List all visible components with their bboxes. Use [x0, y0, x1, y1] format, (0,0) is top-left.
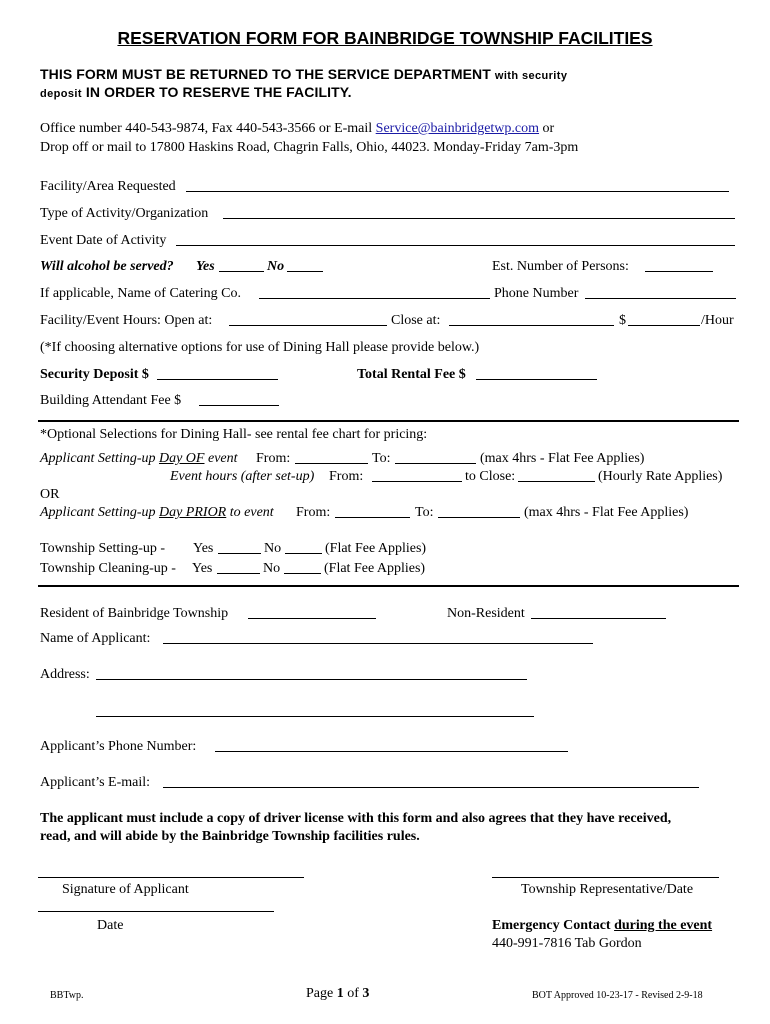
contact-text: Office number 440-543-9874, Fax 440-543-3566 or E-mail — [40, 121, 373, 136]
emergency-contact-value: 440-991-7816 Tab Gordon — [492, 936, 642, 951]
persons-input[interactable] — [645, 256, 713, 271]
dining-intro: *Optional Selections for Dining Hall- see rental fee chart for pricing: — [40, 427, 428, 442]
day-of-setup-text: Applicant Setting-up — [40, 451, 156, 466]
township-cleanup-no-line — [284, 573, 321, 574]
date-line[interactable] — [38, 911, 274, 912]
to-close-line — [518, 481, 595, 482]
township-setup-yes-label: Yes — [193, 541, 214, 556]
hourly-rate-line — [628, 325, 700, 326]
form-title: RESERVATION FORM FOR BAINBRIDGE TOWNSHIP FACILITIES — [117, 28, 653, 48]
township-cleanup-yes-label: Yes — [192, 561, 213, 576]
catering-label: If applicable, Name of Catering Co. — [40, 286, 241, 301]
day-of-to-label: To: — [372, 451, 391, 466]
event-hours-from-label: From: — [329, 469, 364, 484]
day-prior-to-input[interactable] — [438, 502, 520, 517]
non-resident-input[interactable] — [531, 603, 666, 618]
per-hour-label: /Hour — [701, 313, 734, 328]
applicant-email-input[interactable] — [165, 772, 697, 787]
open-at-line — [229, 325, 387, 326]
emergency-contact-text: Emergency Contact — [492, 918, 611, 933]
day-of-from-label: From: — [256, 451, 291, 466]
alcohol-no-label: No — [267, 259, 285, 274]
event-hours-from-input[interactable] — [372, 466, 462, 481]
day-prior-setup-text: Applicant Setting-up — [40, 505, 156, 520]
attendant-fee-label: Building Attendant Fee $ — [40, 393, 182, 408]
alcohol-yes-line — [219, 271, 264, 272]
day-prior-setup-emphasis: Day PRIOR — [158, 505, 227, 520]
emergency-contact-emphasis: during the event — [614, 918, 713, 933]
page-text: Page — [306, 986, 334, 1001]
representative-signature-line[interactable] — [492, 877, 719, 878]
township-setup-label: Township Setting-up - — [40, 541, 166, 556]
alcohol-label: Will alcohol be served? — [40, 259, 174, 274]
open-at-input[interactable] — [229, 310, 387, 325]
alt-options-note: (*If choosing alternative options for use of Dining Hall please provide below.) — [40, 340, 480, 355]
day-of-from-input[interactable] — [295, 448, 368, 463]
address-input-2[interactable] — [98, 701, 532, 716]
notice-line-1 — [40, 66, 567, 82]
day-prior-to-label: To: — [415, 505, 434, 520]
phone-number-line — [585, 298, 736, 299]
footer-right: BOT Approved 10-23-17 - Revised 2-9-18 — [532, 990, 703, 1001]
notice-text-small: deposit — [40, 88, 82, 100]
day-prior-from-input[interactable] — [335, 502, 410, 517]
township-cleanup-no-input[interactable] — [284, 558, 321, 573]
activity-line — [223, 218, 735, 219]
day-of-setup-emphasis: Day OF — [158, 451, 205, 466]
catering-input[interactable] — [259, 283, 490, 298]
facility-input[interactable] — [188, 176, 726, 191]
applicant-name-input[interactable] — [165, 628, 591, 643]
emergency-contact-heading — [492, 917, 712, 934]
address-line-2 — [96, 716, 534, 717]
phone-number-label: Phone Number — [494, 286, 579, 301]
close-at-input[interactable] — [449, 310, 614, 325]
contact-line-1 — [40, 120, 554, 137]
day-prior-to-line — [438, 517, 520, 518]
page-text: of — [347, 986, 359, 1001]
to-close-label: to Close: — [465, 469, 516, 484]
township-cleanup-flat-fee: (Flat Fee Applies) — [324, 561, 426, 576]
address-line-1 — [96, 679, 527, 680]
attendant-fee-line — [199, 405, 279, 406]
address-label: Address: — [40, 667, 90, 682]
catering-line — [259, 298, 490, 299]
event-hours-from-line — [372, 481, 462, 482]
security-deposit-input[interactable] — [157, 364, 278, 379]
notice-text-small: with security — [494, 70, 568, 82]
township-setup-no-input[interactable] — [285, 538, 322, 553]
day-of-setup-label — [40, 450, 238, 467]
hours-open-label: Facility/Event Hours: Open at: — [40, 313, 213, 328]
event-date-line — [176, 245, 735, 246]
to-close-input[interactable] — [518, 466, 595, 481]
close-at-line — [449, 325, 614, 326]
resident-line — [248, 618, 376, 619]
non-resident-label: Non-Resident — [447, 606, 525, 621]
alcohol-no-input[interactable] — [287, 256, 323, 271]
page-current: 1 — [336, 986, 344, 1001]
event-hours-label: Event hours (after set-up) — [170, 469, 315, 484]
applicant-phone-label: Applicant’s Phone Number: — [40, 739, 197, 754]
day-of-to-input[interactable] — [395, 448, 476, 463]
page-total: 3 — [362, 986, 370, 1001]
section-divider — [38, 420, 739, 422]
applicant-name-line — [163, 643, 593, 644]
resident-input[interactable] — [248, 603, 376, 618]
or-separator: OR — [40, 487, 60, 502]
day-prior-from-line — [335, 517, 410, 518]
alcohol-yes-input[interactable] — [219, 256, 264, 271]
email-link[interactable]: Service@bainbridgetwp.com — [375, 121, 540, 136]
agreement-line-2: read, and will abide by the Bainbridge Township facilities rules. — [40, 829, 420, 844]
day-prior-setup-text: to event — [229, 505, 274, 520]
applicant-email-label: Applicant’s E-mail: — [40, 775, 151, 790]
contact-text: or — [542, 121, 555, 136]
facility-line — [186, 191, 729, 192]
day-of-to-line — [395, 463, 476, 464]
dollar-sign: $ — [619, 313, 626, 328]
notice-line-2 — [40, 84, 352, 100]
township-setup-yes-line — [218, 553, 261, 554]
total-rental-fee-label: Total Rental Fee $ — [357, 367, 466, 382]
event-date-label: Event Date of Activity — [40, 233, 167, 248]
day-prior-from-label: From: — [296, 505, 331, 520]
total-rental-fee-input[interactable] — [476, 364, 597, 379]
applicant-signature-line[interactable] — [38, 877, 304, 878]
security-deposit-label: Security Deposit $ — [40, 367, 149, 382]
non-resident-line — [531, 618, 666, 619]
agreement-line-1: The applicant must include a copy of driver license with this form and also agrees that they have received, — [40, 811, 672, 826]
security-deposit-line — [157, 379, 278, 380]
alcohol-yes-label: Yes — [196, 259, 215, 274]
township-setup-yes-input[interactable] — [218, 538, 261, 553]
attendant-fee-input[interactable] — [199, 390, 279, 405]
township-cleanup-yes-input[interactable] — [217, 558, 260, 573]
address-input-1[interactable] — [98, 664, 525, 679]
applicant-phone-input[interactable] — [217, 736, 566, 751]
section-divider — [38, 585, 739, 587]
date-label: Date — [97, 918, 124, 933]
day-prior-setup-label — [40, 504, 274, 521]
township-setup-flat-fee: (Flat Fee Applies) — [325, 541, 427, 556]
day-of-from-line — [295, 463, 368, 464]
alcohol-no-line — [287, 271, 323, 272]
activity-label: Type of Activity/Organization — [40, 206, 209, 221]
day-of-flat-fee-note: (max 4hrs - Flat Fee Applies) — [480, 451, 645, 466]
close-at-label: Close at: — [391, 313, 441, 328]
footer-left: BBTwp. — [50, 990, 84, 1001]
township-cleanup-yes-line — [217, 573, 260, 574]
facility-label: Facility/Area Requested — [40, 179, 176, 194]
representative-signature-label: Township Representative/Date — [521, 882, 694, 897]
persons-label: Est. Number of Persons: — [492, 259, 629, 274]
event-date-input[interactable] — [178, 230, 733, 245]
applicant-signature-label: Signature of Applicant — [62, 882, 189, 897]
total-rental-fee-line — [476, 379, 597, 380]
hourly-rate-note: (Hourly Rate Applies) — [598, 469, 723, 484]
page-indicator — [306, 986, 369, 1002]
persons-line — [645, 271, 713, 272]
contact-line-2: Drop off or mail to 17800 Haskins Road, Chagrin Falls, Ohio, 44023. Monday-Friday 7am-3pm — [40, 140, 579, 155]
township-cleanup-label: Township Cleaning-up - — [40, 561, 176, 576]
township-setup-no-label: No — [264, 541, 282, 556]
day-prior-flat-fee-note: (max 4hrs - Flat Fee Applies) — [524, 505, 689, 520]
township-cleanup-no-label: No — [263, 561, 281, 576]
phone-number-input[interactable] — [585, 283, 736, 298]
activity-input[interactable] — [225, 203, 733, 218]
applicant-name-label: Name of Applicant: — [40, 631, 151, 646]
hourly-rate-input[interactable] — [628, 310, 700, 325]
resident-label: Resident of Bainbridge Township — [40, 606, 229, 621]
notice-text: IN ORDER TO RESERVE THE FACILITY. — [85, 84, 352, 100]
applicant-phone-line — [215, 751, 568, 752]
township-setup-no-line — [285, 553, 322, 554]
applicant-email-line — [163, 787, 699, 788]
day-of-setup-text: event — [207, 451, 238, 466]
notice-text: THIS FORM MUST BE RETURNED TO THE SERVICE DEPARTMENT — [40, 66, 491, 82]
